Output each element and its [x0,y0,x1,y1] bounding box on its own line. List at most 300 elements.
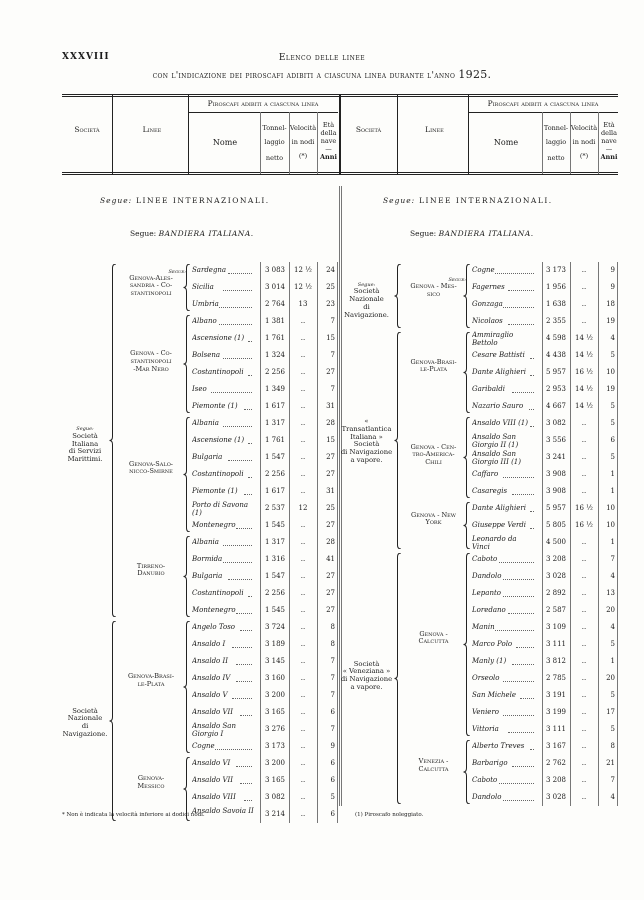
ship-name: Ansaldo VII [192,708,234,716]
left-header-eta-3: nave [320,137,337,145]
ship-speed: .. [581,572,587,580]
leader-dots [530,426,534,427]
ship-name: Alberto Treves [472,742,525,750]
line-name [401,758,466,774]
ship-age: 19 [606,385,615,393]
left-header-tonnellaggio-2: laggio [264,138,285,146]
header-bottom-rule-2 [62,174,618,175]
body-center-rule-2 [341,186,342,806]
ship-tonnage: 5 957 [545,368,566,376]
left-subsection-title [130,229,254,238]
ship-speed: .. [300,555,306,563]
ship-age: 15 [326,334,335,342]
ship-age: 17 [606,708,615,716]
ship-speed: 14 ½ [575,334,593,342]
ship-speed: .. [581,759,587,767]
ship-tonnage: 3 241 [545,453,566,461]
ship-name: San Michele [472,691,517,699]
left-header-eta-4: — [325,145,332,153]
footnote-velocity: * Non è indicata la velocità inferiore ai dodici nodi. [62,812,205,818]
leader-dots [503,307,534,308]
ship-tonnage: 4 598 [545,334,566,342]
right-header-velocita-3: (*) [579,152,589,160]
ship-age: 28 [326,538,335,546]
ship-speed: .. [300,436,306,444]
table-row [192,772,335,789]
ship-tonnage: 3 214 [264,810,285,818]
subtitle-year: 1925. [458,68,492,81]
leader-dots [248,596,252,597]
right-header-tonnellaggio-3: netto [547,154,565,162]
leader-dots [512,494,534,495]
leader-dots [232,647,252,648]
line-name-part: -Mar Nero [133,364,169,373]
ship-name: Orseolo [472,674,500,682]
ship-tonnage: 1 761 [264,436,285,444]
right-header-split-rule [468,112,618,113]
line-name-part: Tirreno- [136,561,166,570]
ship-speed: .. [300,674,306,682]
ship-name: Ansaldo San Giorgio III (1) [472,450,521,466]
ship-name: Giuseppe Verdi [472,521,527,529]
ship-speed: .. [581,283,587,291]
table-row [192,619,335,636]
line-segue: Segue: [168,268,186,275]
line-name-part: York [425,518,442,527]
ship-age: 27 [326,521,335,529]
leader-dots [499,783,534,784]
company-name-part: di Navigazione [340,675,393,684]
ship-age: 10 [606,368,615,376]
ship-name: Albano [192,317,217,325]
table-row [192,296,335,313]
ship-tonnage: 3 200 [264,691,285,699]
ship-name: Garibaldi [472,385,505,393]
leader-dots [530,528,534,529]
ship-name: Ansaldo Savoia II [192,807,254,815]
ship-speed: 12 ½ [294,283,312,291]
leader-dots [503,800,534,801]
leader-dots [516,647,534,648]
ship-speed: 12 ½ [294,266,312,274]
ship-speed: .. [581,725,587,733]
ship-name: Montenegro [192,521,236,529]
ship-tonnage: 3 191 [545,691,566,699]
ship-age: 8 [330,623,335,631]
ship-age: 9 [610,283,615,291]
ship-tonnage: 3 165 [264,776,285,784]
ship-name: Ansaldo V [192,691,228,699]
ship-speed: .. [300,317,306,325]
company-name-part: « Transatlantica [341,417,392,433]
ship-tonnage: 1 349 [264,385,285,393]
ship-name: Sicilia [192,283,214,291]
right-header-tonnellaggio-2: laggio [545,138,567,146]
ship-speed: 14 ½ [575,385,593,393]
ship-name: Bulgaria [192,453,223,461]
table-row [472,500,615,517]
company-name [340,283,393,320]
right-header-eta-2: della [600,129,618,137]
table-row [192,789,335,806]
right-company-brace [394,264,402,328]
line-name-part: Calcutta [418,764,449,773]
ship-name: Loredano [472,606,506,614]
left-header-linee: Linee [142,125,162,134]
ship-tonnage: 3 189 [264,640,285,648]
ship-tonnage: 2 762 [545,759,566,767]
table-row [192,262,335,279]
left-section-prefix: Segue: [100,196,133,205]
ship-speed: .. [300,385,306,393]
ship-speed: .. [300,606,306,614]
table-row [192,704,335,721]
ship-speed: .. [300,334,306,342]
leader-dots [248,375,252,376]
company-segue: Segue: [76,426,94,432]
ship-tonnage: 3 160 [264,674,285,682]
leader-dots [236,528,252,529]
ship-speed: .. [581,691,587,699]
ship-name: Sardegna [192,266,227,274]
company-segue: Segue: [357,281,376,288]
ship-name: Barbarigo [472,759,508,767]
leader-dots [503,681,534,682]
leader-dots [215,749,252,750]
table-row [192,398,335,415]
ship-tonnage: 2 256 [264,470,285,478]
table-row [192,806,335,823]
table-row [192,347,335,364]
ship-name: Dandolo [472,572,502,580]
ship-speed: .. [300,351,306,359]
right-header-eta-1: Età [603,121,615,129]
company-name-part: a vapore. [350,682,383,691]
ship-age: 27 [326,470,335,478]
ship-speed: .. [581,266,587,274]
ship-tonnage: 1 547 [264,572,285,580]
line-name-part: Messico [137,781,165,790]
ship-name: Piemonte (1) [192,402,238,410]
leader-dots [529,409,534,410]
table-row [192,415,335,432]
ship-speed: 14 ½ [575,402,593,410]
ship-tonnage: 2 785 [545,674,566,682]
line-name [116,350,186,373]
ship-age: 5 [610,402,615,410]
ship-age: 25 [326,504,335,512]
table-row [192,449,335,466]
company-name-part: Nazionale [67,714,103,723]
table-row [472,602,615,619]
ship-name: Ansaldo IV [192,674,231,682]
ship-tonnage: 3 276 [264,725,285,733]
ship-name: Angelo Toso [192,623,236,631]
ship-age: 27 [326,572,335,580]
table-row [472,347,615,364]
ship-tonnage: 3 082 [264,793,285,801]
ship-age: 5 [610,351,615,359]
left-company-brace [109,621,117,821]
ship-speed: 16 ½ [575,504,593,512]
ship-age: 7 [330,657,335,665]
right-subsection-title [410,229,534,238]
ship-speed: .. [581,793,587,801]
ship-age: 23 [326,300,335,308]
leader-dots [508,324,534,325]
ship-speed: .. [581,436,587,444]
ship-speed: .. [581,487,587,495]
leader-dots [495,630,534,631]
line-name-part: Calcutta [418,637,449,646]
ship-name: Vittoria [472,725,499,733]
line-name-part: Genova - New [411,510,456,519]
company-name-part: Italiana » [350,432,383,441]
left-header-societa: Società [74,125,100,134]
company-name-part: a vapore. [350,456,383,465]
ship-speed: .. [581,470,587,478]
table-row [472,551,615,568]
table-row [472,398,615,415]
right-header-tonnellaggio-1: Tonnel- [543,124,569,132]
leader-dots [223,562,252,563]
ship-tonnage: 3 165 [264,708,285,716]
ship-name: Cogne [192,742,215,750]
ship-name: Caffaro [472,470,499,478]
ship-speed: .. [581,606,587,614]
ship-speed: .. [300,793,306,801]
leader-dots [530,749,534,750]
line-name-part: Venezia - [418,757,449,765]
ship-speed: .. [300,419,306,427]
table-row [472,534,615,551]
page-title: Elenco delle linee [278,53,366,63]
leader-dots [228,579,252,580]
leader-dots [248,341,252,342]
ship-speed: 16 ½ [575,521,593,529]
ship-tonnage: 3 200 [264,759,285,767]
line-name [116,269,186,298]
ship-tonnage: 2 892 [545,589,566,597]
ship-speed: .. [581,453,587,461]
line-name-part: nicco-Smirne [129,467,173,476]
ship-tonnage: 3 145 [264,657,285,665]
line-name-part: Genova - Cen- [410,442,457,451]
ship-speed: .. [581,708,587,716]
ship-speed: .. [581,589,587,597]
line-name [116,563,186,579]
ship-tonnage: 1 956 [545,283,566,291]
left-company-brace [109,264,117,617]
ship-tonnage: 1 545 [264,521,285,529]
leader-dots [228,273,252,274]
leader-dots [240,715,252,716]
right-section-name: LINEE INTERNAZIONALI. [419,196,553,205]
ship-tonnage: 3 208 [545,776,566,784]
table-row [472,432,615,449]
ship-speed: .. [300,759,306,767]
leader-dots [248,477,252,478]
ship-age: 20 [606,606,615,614]
table-row [192,279,335,296]
ship-speed: .. [300,453,306,461]
ship-age: 10 [606,521,615,529]
company-name [62,708,108,739]
table-row [472,653,615,670]
ship-age: 5 [330,793,335,801]
table-row [472,364,615,381]
ship-age: 27 [326,606,335,614]
ship-age: 1 [610,538,615,546]
ship-tonnage: 3 111 [545,725,566,733]
ship-speed: .. [300,402,306,410]
table-row [192,653,335,670]
leader-dots [530,375,534,376]
table-row [472,670,615,687]
ship-speed: 14 ½ [575,351,593,359]
table-row [192,721,335,738]
leader-dots [503,596,534,597]
company-name-part: Nazionale [349,295,384,304]
ship-speed: .. [300,657,306,665]
left-section-name: LINEE INTERNAZIONALI. [136,196,270,205]
ship-name: Ansaldo San Giorgio II (1) [472,433,519,449]
ship-tonnage: 1 638 [545,300,566,308]
left-body-col-rule [260,262,261,823]
right-header-linee: Linee [425,125,444,134]
leader-dots [508,290,534,291]
ship-name: Piemonte (1) [192,487,238,495]
ship-age: 7 [330,317,335,325]
line-name-part: Genova-Brasi- [127,672,175,680]
company-name-part: di Navigazione. [344,302,389,319]
leader-dots [219,307,252,308]
leader-dots [244,494,252,495]
ship-name: Manly (1) [472,657,507,665]
ship-speed: .. [300,623,306,631]
line-name-part: sandria - Co- [129,281,173,290]
ship-name: Ansaldo I [192,640,226,648]
table-row [472,789,615,806]
ship-tonnage: 1 324 [264,351,285,359]
right-subsection-prefix: Segue: [410,229,437,238]
right-header-eta-5: Anni [600,153,618,161]
line-name-part: Genova - [419,629,448,638]
ship-name: Ansaldo II [192,657,229,665]
ship-speed: .. [581,419,587,427]
ship-age: 6 [330,759,335,767]
page-number: XXXVIII [62,52,110,62]
company-name [340,661,393,692]
line-name-part: le-Plata [420,365,447,374]
ship-name: Umbria [192,300,219,308]
table-row [192,636,335,653]
leader-dots [223,290,252,291]
ship-name: Ammiraglio Bettolo [472,331,514,347]
ship-name: Bormida [192,555,223,563]
ship-age: 5 [610,640,615,648]
table-row [192,466,335,483]
ship-age: 7 [330,674,335,682]
table-row [192,755,335,772]
line-name [401,277,466,299]
ship-tonnage: 3 028 [545,793,566,801]
table-row [472,636,615,653]
line-name-part: Chili [425,458,442,467]
leader-dots [240,630,252,631]
ship-name: Cesare Battisti [472,351,525,359]
right-body-col-rule [617,262,618,806]
ship-speed: 12 [298,504,308,512]
table-row [192,585,335,602]
table-row [472,296,615,313]
company-name-part: Società Italiana [71,431,99,448]
ship-name: Lepanto [472,589,501,597]
table-row [192,313,335,330]
line-segue: Segue: [448,277,466,283]
ship-tonnage: 2 355 [545,317,566,325]
ship-speed: .. [300,589,306,597]
ship-name: Casaregis [472,487,508,495]
ship-name: Marco Polo [472,640,513,648]
table-row [192,432,335,449]
subtitle-text: con l'indicazione dei piroscafi adibiti a ciascuna linea durante l'anno [152,71,456,81]
ship-tonnage: 1 617 [264,402,285,410]
company-name-part: di Navigazione [340,448,393,457]
leader-dots [248,443,252,444]
ship-tonnage: 3 208 [545,555,566,563]
right-header-eta-3: nave [601,137,617,145]
table-row [472,721,615,738]
ship-speed: .. [300,708,306,716]
ship-tonnage: 3 908 [545,487,566,495]
ship-age: 27 [326,589,335,597]
ship-tonnage: 5 805 [545,521,566,529]
ship-name: Dandolo [472,793,502,801]
ship-tonnage: 2 953 [545,385,566,393]
ship-age: 5 [610,453,615,461]
right-header-eta-4: — [605,145,613,153]
ship-name: Nazario Sauro [472,402,524,410]
leader-dots [512,664,534,665]
ship-age: 9 [610,266,615,274]
leader-dots [530,511,534,512]
leader-dots [244,800,252,801]
ship-age: 6 [330,776,335,784]
ship-age: 4 [610,572,615,580]
line-name-part: sico [426,289,441,298]
left-header-tonnellaggio-1: Tonnel- [262,124,287,132]
ship-tonnage: 1 317 [264,419,285,427]
table-row [472,483,615,500]
leader-dots [512,766,534,767]
ship-tonnage: 1 316 [264,555,285,563]
ship-speed: .. [300,368,306,376]
ship-tonnage: 2 764 [264,300,285,308]
table-row [192,517,335,534]
left-body-col-rule [289,262,290,823]
line-name [401,359,466,375]
left-header-piroscafi: Piroscafi adibiti a ciascuna linea [207,99,319,108]
leader-dots [236,613,252,614]
left-header-nome: Nome [212,138,238,147]
company-name-part: Società [353,440,380,449]
ship-name: Montenegro [192,606,236,614]
ship-tonnage: 3 167 [545,742,566,750]
table-row [472,466,615,483]
ship-age: 15 [326,436,335,444]
ship-tonnage: 3 199 [545,708,566,716]
